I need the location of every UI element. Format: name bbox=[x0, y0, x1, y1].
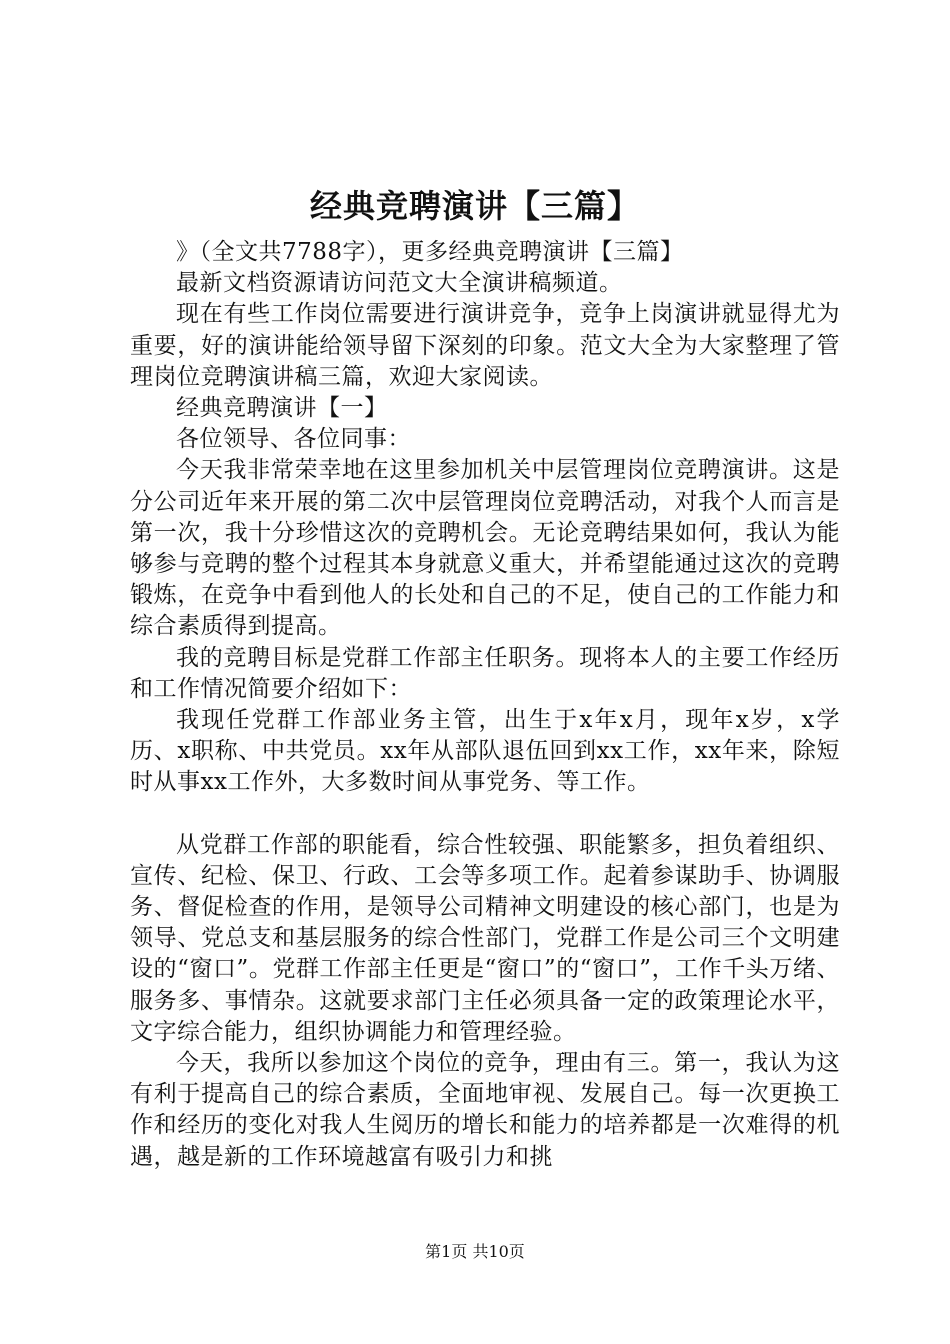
paragraph-intro: 》（全文共7788字），更多经典竞聘演讲【三篇】 bbox=[176, 239, 684, 265]
document-body bbox=[130, 237, 840, 1173]
page-number-footer: 第1页 共10页 bbox=[425, 1242, 525, 1261]
paragraph-source: 最新文档资源请访问范文大全演讲稿频道。 bbox=[176, 270, 623, 297]
paragraph-opening: 今天我非常荣幸地在这里参加机关中层管理岗位竞聘演讲。这是分公司近年来开展的第二次中层管理岗位竞聘活动，对我个人而言是第一次，我十分珍惜这次的竞聘机会。无论竞聘结果如何，我认为能够参与竞聘的整个过程其本身就意义重大，并希望能通过这次的竞聘锻炼，在竞争中看到他人的长处和自己的不足，使自己的工作能力和综合素质得到提高。 bbox=[130, 457, 840, 640]
paragraph-summary: 现在有些工作岗位需要进行演讲竞争，竞争上岗演讲就显得尤为重要，好的演讲能给领导留下深刻的印象。范文大全为大家整理了管理岗位竞聘演讲稿三篇，欢迎大家阅读。 bbox=[130, 301, 840, 390]
paragraph-background: 我现任党群工作部业务主管，出生于x年x月，现年x岁，x学历、x职称、中共党员。xx年从部队退伍回到xx工作，xx年来，除短时从事xx工作外，大多数时间从事党务、等工作。 bbox=[130, 707, 840, 796]
paragraph-reasons: 今天，我所以参加这个岗位的竞争，理由有三。第一，我认为这有利于提高自己的综合素质，全面地审视、发展自己。每一次更换工作和经历的变化对我人生阅历的增长和能力的培养都是一次难得的机遇，越是新的工作环境越富有吸引力和挑 bbox=[130, 1050, 840, 1170]
paragraph-department-role: 从党群工作部的职能看，综合性较强、职能繁多，担负着组织、宣传、纪检、保卫、行政、工会等多项工作。起着参谋助手、协调服务、督促检查的作用，是领导公司精神文明建设的核心部门，也是为领导、党总支和基层服务的综合性部门，党群工作是公司三个文明建设的“窗口”。党群工作部主任更是“窗口”的“窗口”，工作千头万绪、服务多、事情杂。这就要求部门主任必须具备一定的政策理论水平，文字综合能力，组织协调能力和管理经验。 bbox=[130, 831, 840, 1045]
document-title: 经典竞聘演讲【三篇】 bbox=[309, 187, 640, 225]
paragraph-salutation: 各位领导、各位同事： bbox=[176, 426, 411, 453]
paragraph-goal: 我的竞聘目标是党群工作部主任职务。现将本人的主要工作经历和工作情况简要介绍如下： bbox=[130, 644, 840, 702]
section-heading: 经典竞聘演讲【一】 bbox=[176, 395, 388, 422]
